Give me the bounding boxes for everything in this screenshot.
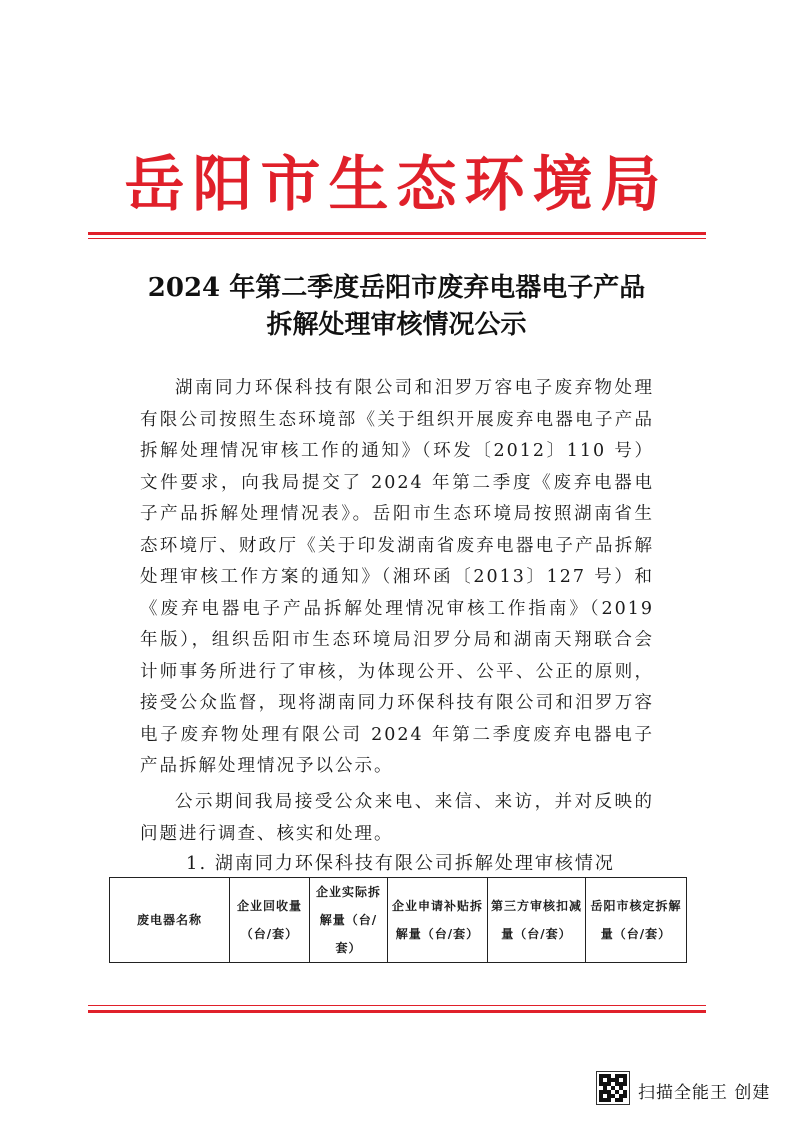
table-header-cell: 企业实际拆解量（台/套）	[310, 878, 388, 963]
document-title-line1: 2024 年第二季度岳阳市废弃电器电子产品	[147, 273, 646, 303]
scanner-watermark: 扫描全能王 创建	[638, 1083, 771, 1103]
footer-rule-thin	[88, 1005, 706, 1006]
footer-rule-thick	[88, 1010, 706, 1013]
table-header-cell: 废电器名称	[110, 878, 230, 963]
table-header-cell: 企业回收量（台/套）	[230, 878, 310, 963]
table-header-cell: 企业申请补贴拆解量（台/套）	[388, 878, 488, 963]
qr-code-icon	[596, 1071, 630, 1105]
document-title-line2: 拆解处理审核情况公示	[266, 310, 527, 340]
table-header-cell: 岳阳市核定拆解量（台/套）	[586, 878, 687, 963]
table-header-row	[110, 878, 687, 963]
header-rule-thin	[88, 238, 706, 239]
audit-table	[109, 877, 687, 963]
header-rule-thick	[88, 232, 706, 235]
body-paragraph-2: 公示期间我局接受公众来电、来信、来访，并对反映的问题进行调查、核实和处理。	[140, 792, 654, 844]
table-header-cell: 第三方审核扣减量（台/套）	[488, 878, 586, 963]
section-heading-1: 1. 湖南同力环保科技有限公司拆解处理审核情况	[186, 853, 615, 874]
agency-header: 岳阳市生态环境局	[124, 150, 669, 220]
body-paragraph-1: 湖南同力环保科技有限公司和汨罗万容电子废弃物处理有限公司按照生态环境部《关于组织开展废弃电器电子产品拆解处理情况审核工作的通知》（环发〔2012〕110 号）文件要求，向我局提交了 2024 年第二季度《废弃电器电子产品拆解处理情况表》。岳阳市生态环境局按照湖南省生态环境厅、财政厅《关于印发湖南省废弃电器电子产品拆解处理审核工作方案的通知》（湘环函〔2013〕127 号）和《废弃电器电子产品拆解处理情况审核工作指南》（2019 年版），组织岳阳市生态环境局汨罗分局和湖南天翔联合会计师事务所进行了审核，为体现公开、公平、公正的原则，接受公众监督，现将湖南同力环保科技有限公司和汨罗万容电子废弃物处理有限公司 2024 年第二季度废弃电器电子产品拆解处理情况予以公示。	[140, 378, 654, 776]
